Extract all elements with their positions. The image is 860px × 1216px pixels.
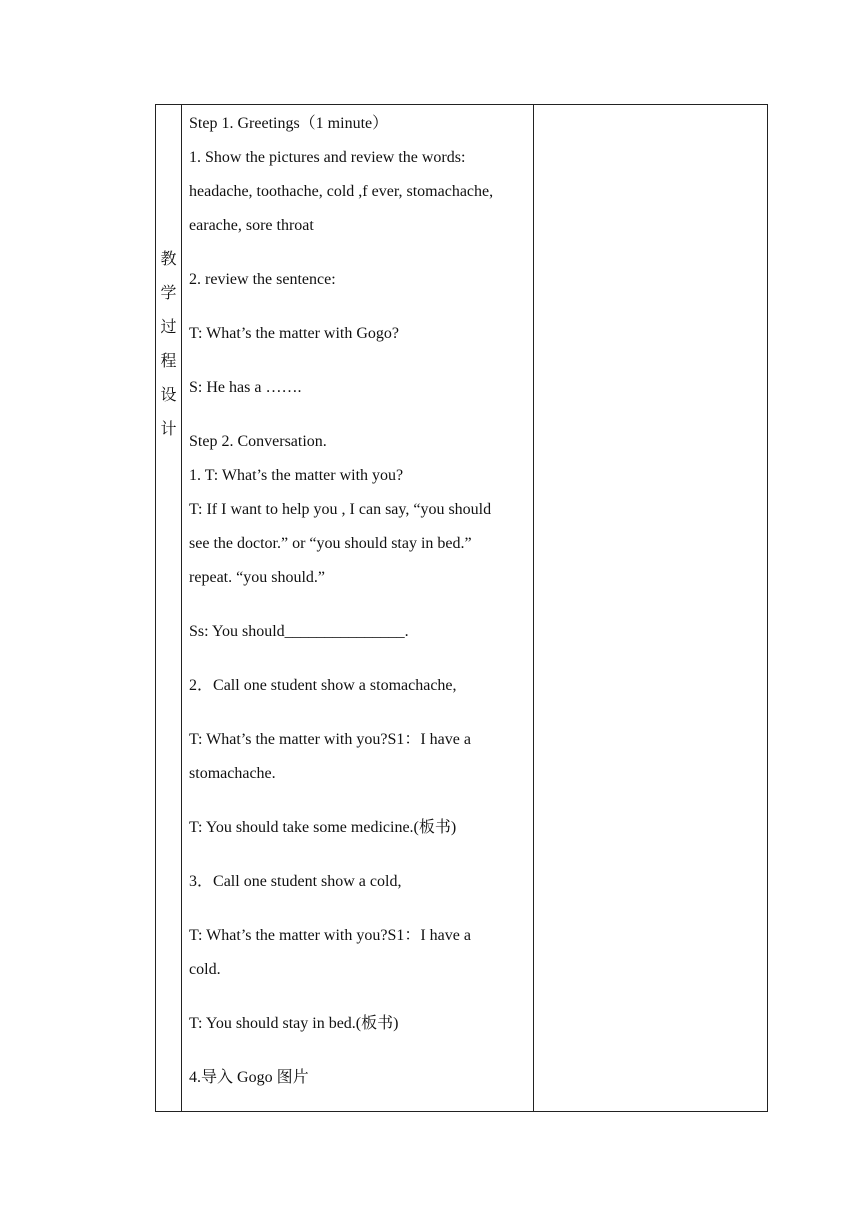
content-line: S: He has a ……. [189,379,302,396]
label-char: 学 [160,283,177,302]
table-row [156,105,768,1112]
content-line: 2. review the sentence: [189,271,336,288]
step2-heading: Step 2. Conversation. [189,433,327,450]
content-line: see the doctor.” or “you should stay in bed.” [189,535,472,552]
content-line: T: You should stay in bed.(板书) [189,1015,399,1032]
step1-heading: Step 1. Greetings（1 minute） [189,115,389,132]
content-line: 1. T: What’s the matter with you? [189,467,404,484]
content-line: 3．Call one student show a cold, [189,873,402,890]
content-line: T: What’s the matter with Gogo? [189,325,399,342]
content-line: T: What’s the matter with you?S1：I have a [189,731,471,748]
label-char: 教 [160,249,177,268]
process-content-cell [182,105,534,1112]
content-line: 4.导入 Gogo 图片 [189,1069,309,1086]
content-line: repeat. “you should.” [189,569,325,586]
label-char: 设 [160,385,177,404]
content-line: T: What’s the matter with you?S1：I have a [189,927,471,944]
notes-cell [533,105,767,1112]
content-line: 1. Show the pictures and review the words: [189,149,466,166]
content-line: 2．Call one student show a stomachache, [189,677,457,694]
content-line: stomachache. [189,765,276,782]
label-char: 程 [160,351,177,370]
content-line: headache, toothache, cold ,f ever, stomachache, [189,183,494,200]
teaching-process-label [156,242,181,446]
label-char: 过 [160,317,177,336]
content-line: T: If I want to help you , I can say, “you should [189,501,492,518]
content-line: earache, sore throat [189,217,314,234]
section-label-cell [156,105,182,1112]
label-char: 计 [160,419,177,438]
content-line: cold. [189,961,221,978]
content-line: T: You should take some medicine.(板书) [189,819,457,836]
content-line: Ss: You should_______________. [189,623,409,640]
lesson-plan-table [155,104,768,1112]
